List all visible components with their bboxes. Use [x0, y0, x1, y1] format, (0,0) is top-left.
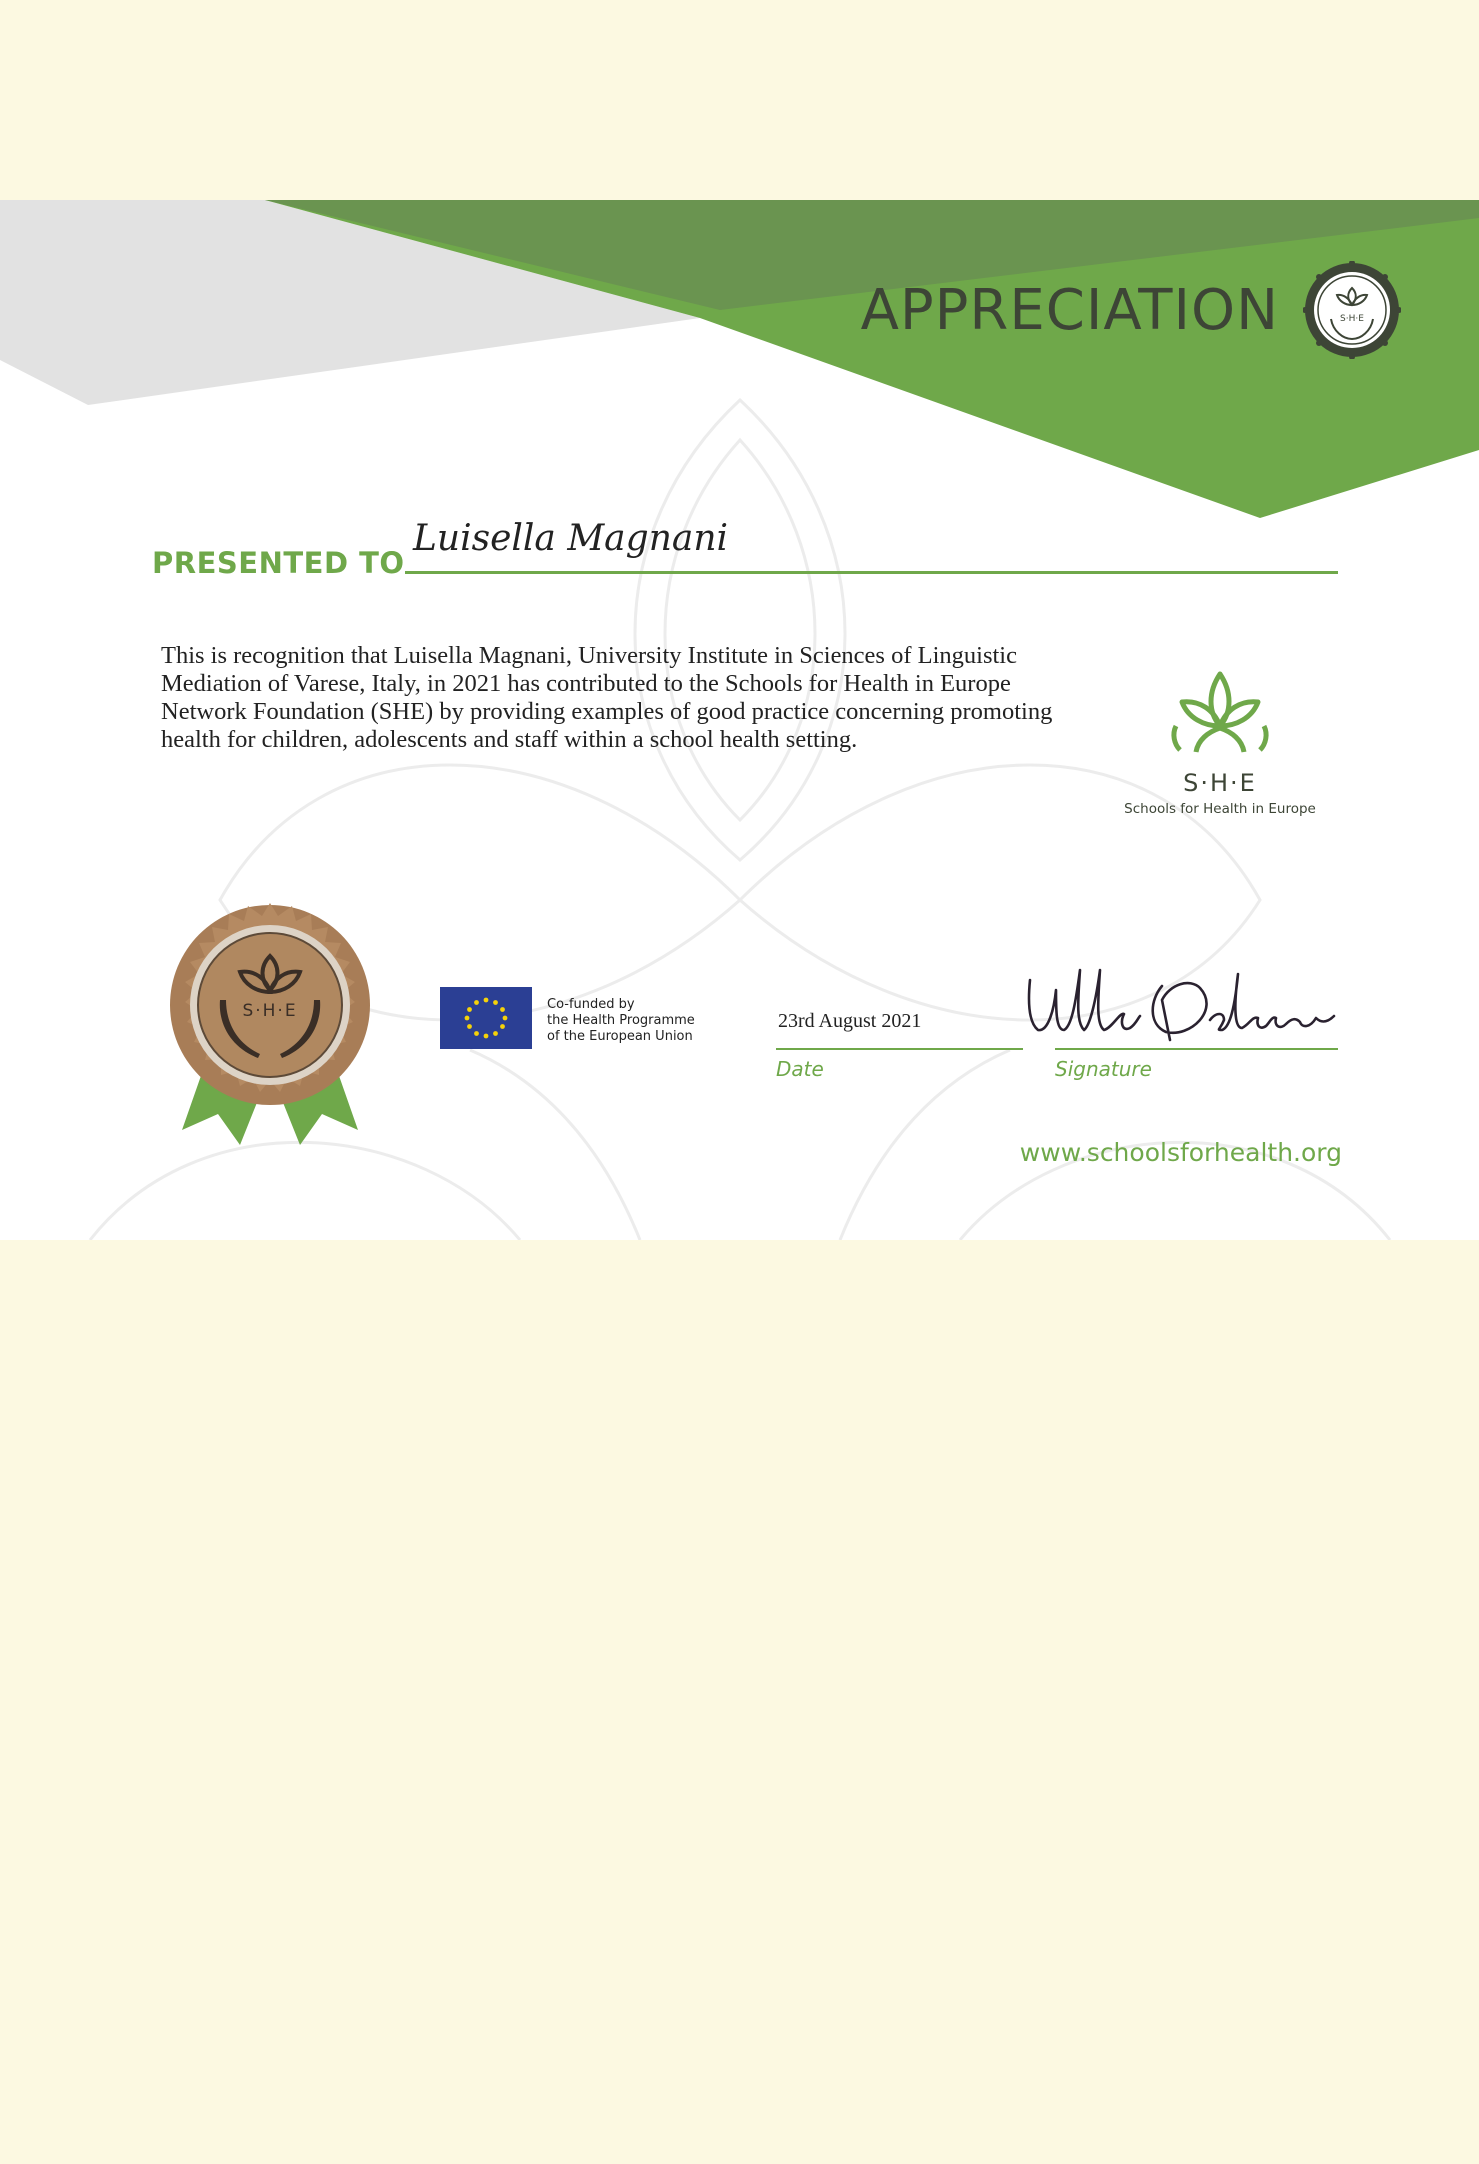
recognition-line: Network Foundation (SHE) by providing examples of good practice concerning promoting: [161, 698, 1053, 725]
recognition-line: health for children, adolescents and staff within a school health setting.: [161, 726, 858, 753]
she-medal-icon: [160, 900, 380, 1145]
recognition-text: [161, 642, 1101, 754]
recognition-line: This is recognition that Luisella Magnani, University Institute in Sciences of Linguistic: [161, 642, 1017, 669]
she-logo: [1120, 668, 1320, 817]
certificate: [0, 200, 1479, 1240]
she-letters: S·H·E: [1183, 769, 1257, 797]
recognition-line: Mediation of Varese, Italy, in 2021 has contributed to the Schools for Health in Europe: [161, 670, 1011, 697]
medal-letters: S·H·E: [242, 1001, 298, 1021]
eu-flag-icon: [440, 987, 532, 1049]
signature-label: Signature: [1055, 1057, 1152, 1081]
recipient-name: Luisella Magnani: [413, 518, 729, 559]
certificate-title: APPRECIATION: [860, 278, 1279, 343]
she-badge-icon: [1303, 261, 1401, 359]
handwritten-signature: [1020, 960, 1340, 1050]
presented-to-label: PRESENTED TO: [152, 546, 405, 580]
eu-text-line: Co-funded by: [547, 997, 635, 1012]
she-tagline: Schools for Health in Europe: [1124, 801, 1316, 817]
eu-text-line: the Health Programme: [547, 1013, 695, 1028]
name-underline: [405, 571, 1338, 574]
eu-cofunded-text: [547, 997, 717, 1045]
she-leaf-icon: [1160, 668, 1280, 760]
date-value: 23rd August 2021: [778, 1010, 922, 1032]
badge-letters: S·H·E: [1340, 314, 1364, 324]
date-underline: [776, 1048, 1023, 1050]
eu-text-line: of the European Union: [547, 1029, 693, 1044]
website-url[interactable]: www.schoolsforhealth.org: [1019, 1138, 1342, 1167]
date-label: Date: [776, 1057, 824, 1081]
signature-underline: [1055, 1048, 1338, 1050]
